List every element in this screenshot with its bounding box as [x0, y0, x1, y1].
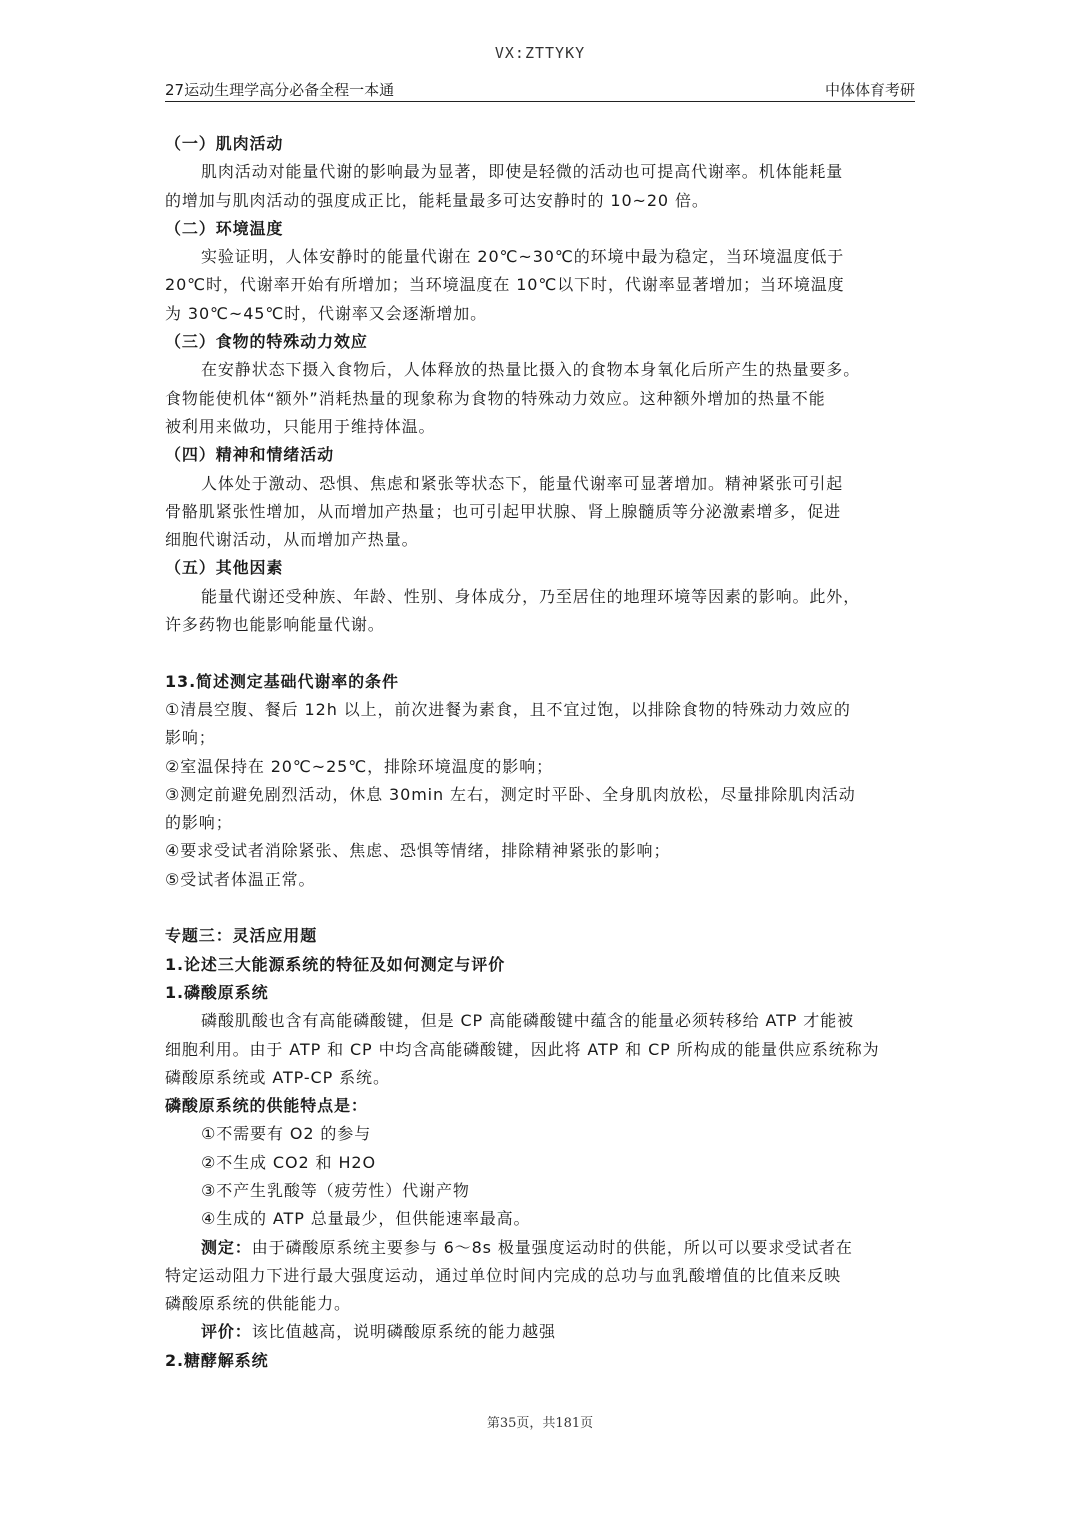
paragraph-line [165, 1007, 917, 1035]
blank-line [165, 894, 917, 922]
header-publisher: 中体体育考研 [824, 81, 915, 99]
line-text: ②室温保持在 20℃~25℃，排除环境温度的影响； [165, 756, 553, 776]
paragraph-line [165, 866, 917, 894]
line-text: 为 30℃~45℃时，代谢率又会逐渐增加。 [165, 303, 488, 323]
paragraph-line [165, 1149, 917, 1177]
section-heading [165, 979, 917, 1007]
section-heading [165, 922, 917, 950]
line-text: （三）食物的特殊动力效应 [165, 332, 368, 352]
paragraph-line [165, 781, 917, 809]
line-text: （一）肌肉活动 [165, 134, 284, 153]
paragraph-line [165, 470, 917, 498]
paragraph-line [165, 1234, 917, 1262]
line-text: ②不生成 CO2 和 H2O [201, 1152, 376, 1172]
paragraph-line [165, 1177, 917, 1205]
paragraph-line [165, 243, 917, 271]
line-text: ④生成的 ATP 总量最少，但供能速率最高。 [201, 1209, 531, 1229]
line-text: 食物能使机体“额外”消耗热量的现象称为食物的特殊动力效应。这种额外增加的热量不能 [165, 388, 826, 408]
line-text: 1.论述三大能源系统的特征及如何测定与评价 [165, 954, 506, 974]
paragraph-line [165, 583, 917, 611]
section-heading [165, 1092, 917, 1120]
paragraph-line [165, 724, 917, 752]
section-heading [165, 215, 917, 243]
paragraph-line [165, 1262, 917, 1290]
line-text: 13.简述测定基础代谢率的条件 [165, 671, 399, 691]
line-text: 磷酸原系统的供能特点是： [165, 1096, 368, 1116]
section-heading [165, 668, 917, 696]
line-text: （二）环境温度 [165, 218, 284, 238]
paragraph-line [165, 271, 917, 299]
inline-label: 评价： [201, 1322, 252, 1342]
section-heading [165, 1347, 917, 1375]
line-text: 在安静状态下摄入食物后，人体释放的热量比摄入的食物本身氧化后所产生的热量要多。 [201, 360, 861, 380]
paragraph-line [165, 356, 917, 384]
document-body [165, 130, 917, 1375]
line-text: ①不需要有 O2 的参与 [201, 1124, 372, 1144]
line-text: 磷酸原系统的供能能力。 [165, 1294, 351, 1314]
line-text: 能量代谢还受种族、年龄、性别、身体成分，乃至居住的地理环境等因素的影响。此外， [201, 586, 861, 606]
line-text: 人体处于激动、恐惧、焦虑和紧张等状态下，能量代谢率可显著增加。精神紧张可引起 [201, 473, 844, 493]
paragraph-line [165, 413, 917, 441]
section-heading [165, 441, 917, 469]
line-text: ③测定前避免剧烈活动，休息 30min 左右，测定时平卧、全身肌肉放松，尽量排除肌肉活动 [165, 784, 856, 804]
line-text: 特定运动阻力下进行最大强度运动，通过单位时间内完成的总功与血乳酸增值的比值来反映 [165, 1265, 842, 1285]
line-text: 实验证明，人体安静时的能量代谢在 20℃~30℃的环境中最为稳定，当环境温度低于 [201, 247, 845, 267]
paragraph-line [165, 611, 917, 639]
paragraph-line [165, 498, 917, 526]
line-text: 专题三：灵活应用题 [165, 926, 318, 946]
paragraph-line [165, 753, 917, 781]
header-book-title: 27运动生理学高分必备全程一本通 [165, 81, 395, 99]
line-text: 的影响； [165, 813, 233, 833]
line-text: 的增加与肌肉活动的强度成正比，能耗量最多可达安静时的 10~20 倍。 [165, 190, 709, 210]
section-heading [165, 951, 917, 979]
paragraph-line [165, 837, 917, 865]
line-text: 许多药物也能影响能量代谢。 [165, 615, 385, 635]
paragraph-line [165, 187, 917, 215]
paragraph-line [165, 158, 917, 186]
paragraph-line [165, 1318, 917, 1346]
watermark-text: VX:ZTTYKY [494, 44, 586, 62]
line-text: （四）精神和情绪活动 [165, 445, 335, 465]
line-text: 该比值越高，说明磷酸原系统的能力越强 [251, 1322, 556, 1342]
line-text: ③不产生乳酸等（疲劳性）代谢产物 [201, 1180, 470, 1200]
paragraph-line [165, 1120, 917, 1148]
line-text: 1.磷酸原系统 [165, 982, 269, 1002]
paragraph-line [165, 1290, 917, 1318]
line-text: 磷酸肌酸也含有高能磷酸键，但是 CP 高能磷酸键中蕴含的能量必须转移给 ATP 才能被 [201, 1011, 854, 1031]
line-text: 影响； [165, 728, 216, 748]
line-text: 肌肉活动对能量代谢的影响最为显著，即使是轻微的活动也可提高代谢率。机体能耗量 [201, 162, 844, 182]
line-text: ⑤受试者体温正常。 [165, 869, 316, 889]
blank-line [165, 639, 917, 667]
page-number: 第35页，共181页 [486, 1416, 594, 1431]
inline-label: 测定： [201, 1237, 252, 1257]
section-heading [165, 328, 917, 356]
paragraph-line [165, 526, 917, 554]
paragraph-line [165, 1205, 917, 1233]
line-text: 细胞利用。由于 ATP 和 CP 中均含高能磷酸键，因此将 ATP 和 CP 所构成的能量供应系统称为 [165, 1039, 880, 1059]
paragraph-line [165, 1036, 917, 1064]
section-heading [165, 554, 917, 582]
running-header [165, 79, 915, 102]
line-text: 由于磷酸原系统主要参与 6～8s 极量强度运动时的供能，所以可以要求受试者在 [251, 1237, 853, 1257]
line-text: ①清晨空腹、餐后 12h 以上，前次进餐为素食，且不宜过饱，以排除食物的特殊动力效应的 [165, 699, 851, 719]
paragraph-line [165, 696, 917, 724]
line-text: 磷酸原系统或 ATP-CP 系统。 [165, 1067, 390, 1087]
line-text: （五）其他因素 [165, 558, 284, 578]
line-text: 2.糖酵解系统 [165, 1350, 269, 1370]
line-text: ④要求受试者消除紧张、焦虑、恐惧等情绪，排除精神紧张的影响； [165, 841, 671, 861]
line-text: 20℃时，代谢率开始有所增加；当环境温度在 10℃以下时，代谢率显著增加；当环境温度 [165, 275, 845, 295]
line-text: 细胞代谢活动，从而增加产热量。 [165, 530, 419, 550]
paragraph-line [165, 385, 917, 413]
line-text: 被利用来做功，只能用于维持体温。 [165, 416, 436, 436]
line-text: 骨骼肌紧张性增加，从而增加产热量；也可引起甲状腺、肾上腺髓质等分泌激素增多，促进 [165, 501, 842, 521]
paragraph-line [165, 300, 917, 328]
paragraph-line [165, 1064, 917, 1092]
section-heading [165, 130, 917, 158]
paragraph-line [165, 809, 917, 837]
